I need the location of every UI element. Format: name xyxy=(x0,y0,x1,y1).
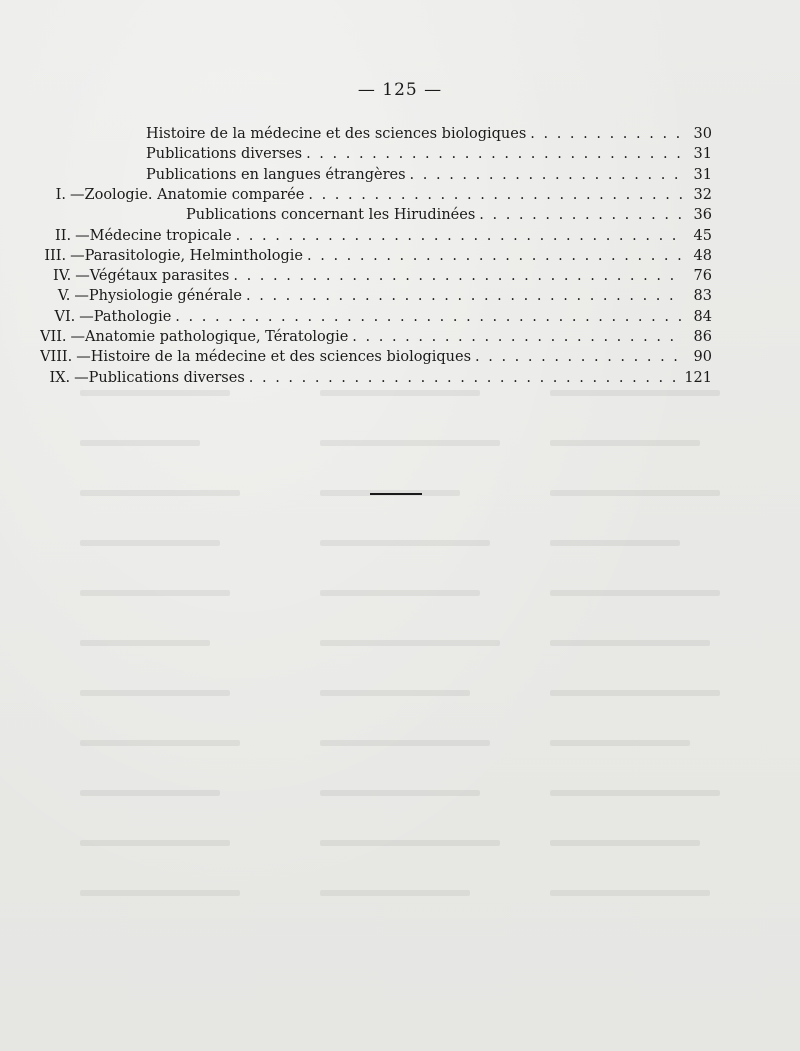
toc-entry-leader xyxy=(245,368,682,388)
toc-entry-leader xyxy=(242,286,682,306)
toc-entry-dash: — xyxy=(74,288,89,305)
toc-entry-title: Histoire de la médecine et des sciences biologiques xyxy=(146,126,527,142)
toc-entry xyxy=(40,368,712,388)
toc-entry-leader xyxy=(232,226,682,246)
toc-entry-title: Zoologie. Anatomie comparée xyxy=(84,186,305,203)
toc-entry-title: Pathologie xyxy=(93,308,172,325)
toc-entry-title: Publications diverses xyxy=(146,146,303,163)
toc-entry xyxy=(146,165,712,185)
toc-entry-page: 31 xyxy=(693,166,712,183)
section-divider xyxy=(370,493,422,495)
toc-entry xyxy=(40,185,712,205)
toc-entry-dash: — xyxy=(75,268,90,285)
toc-entry-page: 84 xyxy=(693,308,712,325)
toc-entry-leader xyxy=(526,124,682,144)
toc-entry-dash: — xyxy=(70,186,85,203)
toc-entry-page: 90 xyxy=(693,349,712,366)
toc-entry xyxy=(40,286,712,306)
toc-entry-page: 31 xyxy=(693,146,712,163)
toc-entry-page: 83 xyxy=(693,288,712,305)
toc-entry xyxy=(40,266,712,286)
toc-entry-title: Histoire de la médecine et des sciences biologiques xyxy=(90,349,472,366)
toc-entry-page: 48 xyxy=(693,247,712,264)
toc-entry-leader xyxy=(303,246,682,266)
toc-entry-title: Publications diverses xyxy=(88,369,245,386)
toc-entry-number: VI. xyxy=(54,308,76,325)
toc-entry xyxy=(40,347,712,367)
toc-entry xyxy=(40,246,712,266)
toc-entry-leader xyxy=(475,205,682,225)
toc-entry xyxy=(40,327,712,347)
toc-entry-leader xyxy=(171,307,682,327)
toc-entry xyxy=(40,307,712,327)
toc-entry-dash: — xyxy=(76,349,91,366)
toc-entry-page: 36 xyxy=(693,207,712,224)
toc-entry-dash: — xyxy=(74,369,89,386)
toc-entry-dash: — xyxy=(75,227,90,244)
toc-entry-number: VIII. xyxy=(40,349,73,366)
reverse-side-show-through xyxy=(70,380,790,980)
toc-entry xyxy=(146,124,712,144)
toc-entry-title: Végétaux parasites xyxy=(89,268,230,285)
toc-entry-page: 121 xyxy=(684,369,712,386)
toc-entry-page: 45 xyxy=(693,227,712,244)
toc-entry-number: II. xyxy=(55,227,72,244)
toc-entry-title: Publications en langues étrangères xyxy=(146,166,406,183)
toc-entry-title: Médecine tropicale xyxy=(89,227,232,244)
toc-entry-page: 30 xyxy=(693,126,712,142)
toc-entry-leader xyxy=(304,185,682,205)
page-number: — 125 — xyxy=(357,80,443,100)
toc-entry-page: 32 xyxy=(693,186,712,203)
toc-entry-number: V. xyxy=(57,288,71,305)
toc-entry-page: 86 xyxy=(693,329,712,345)
toc-entry xyxy=(146,144,712,164)
toc-entry-page: 76 xyxy=(693,268,712,285)
toc-entry-leader xyxy=(471,347,682,367)
toc-entry-leader xyxy=(406,165,682,185)
toc-entry-number: III. xyxy=(44,247,67,264)
toc-entry-dash: — xyxy=(79,308,94,325)
toc-entry-number: IX. xyxy=(49,369,71,386)
toc-entry xyxy=(40,226,712,246)
toc-entry-leader xyxy=(348,327,682,347)
toc-entry-number: I. xyxy=(55,186,67,203)
toc-entry-dash: — xyxy=(70,247,85,264)
toc-entry-dash: — xyxy=(70,329,86,345)
toc-entry xyxy=(186,205,712,225)
toc-entry-leader xyxy=(302,144,682,164)
toc-entry-leader xyxy=(229,266,682,286)
toc-entry-title: Anatomie pathologique, Tératologie xyxy=(85,329,349,345)
toc-entry-number: VII. xyxy=(40,329,67,345)
toc-entry-title: Parasitologie, Helminthologie xyxy=(84,247,304,264)
toc-entry-title: Physiologie générale xyxy=(88,288,243,305)
toc-entry-title: Publications concernant les Hirudinées xyxy=(186,207,476,224)
toc-entry-number: IV. xyxy=(52,268,72,285)
